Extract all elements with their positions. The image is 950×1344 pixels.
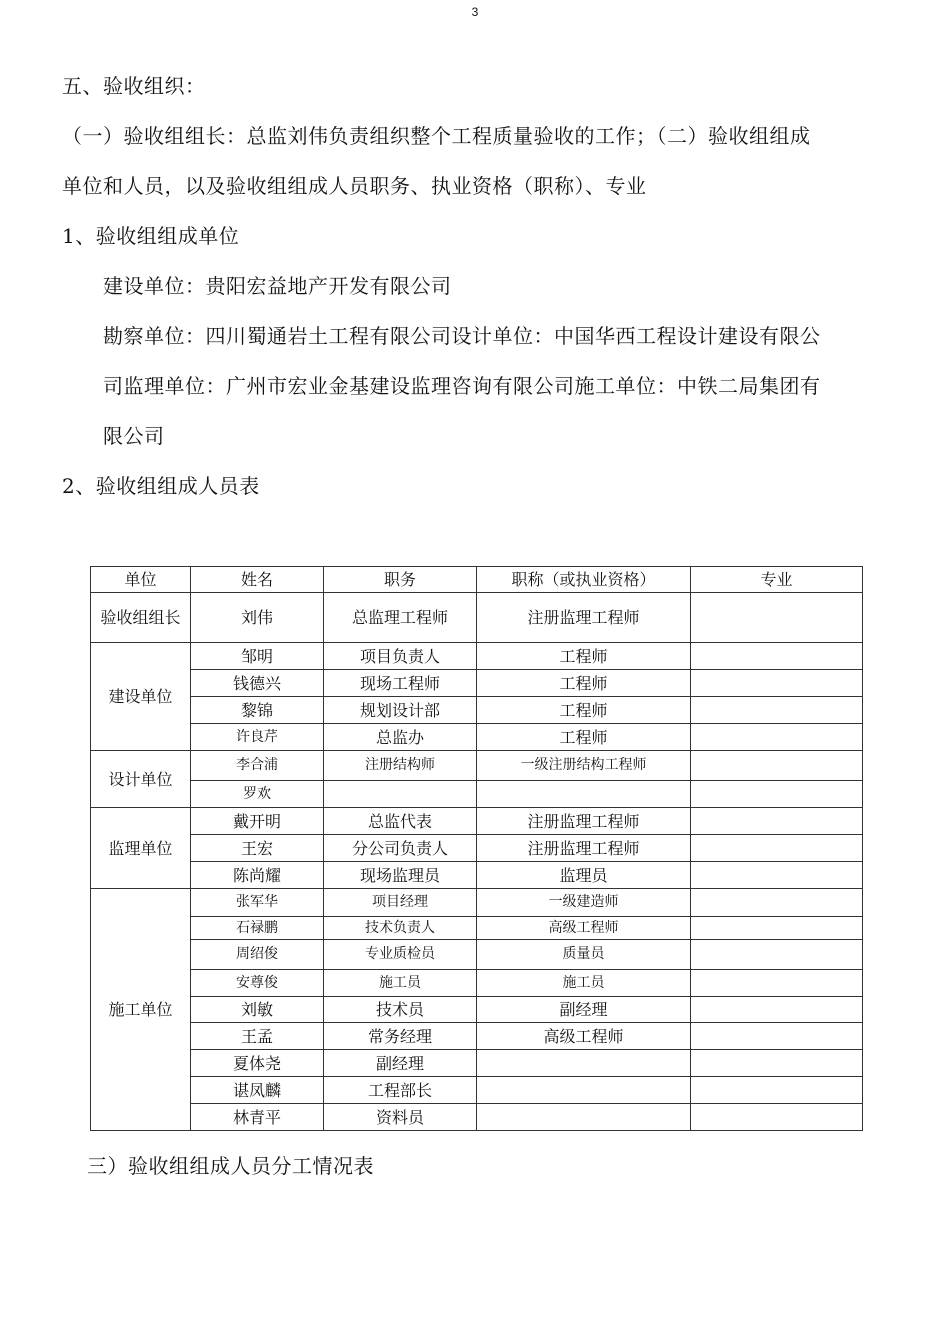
title-cell	[477, 1050, 691, 1077]
title-cell: 一级建造师	[477, 889, 691, 917]
name-cell: 安尊俊	[191, 970, 324, 997]
major-cell	[691, 593, 863, 643]
header-cell: 姓名	[191, 567, 324, 593]
table-row	[91, 643, 863, 670]
page-number: 3	[471, 5, 479, 19]
name-cell: 周绍俊	[191, 940, 324, 970]
name-cell: 刘敏	[191, 997, 324, 1023]
units-line: 勘察单位：四川蜀通岩土工程有限公司设计单位：中国华西工程设计建设有限公	[103, 324, 821, 348]
members-table	[90, 566, 863, 1131]
title-cell: 施工员	[477, 970, 691, 997]
title-cell: 副经理	[477, 997, 691, 1023]
units-line: 限公司	[103, 424, 165, 448]
title-cell: 工程师	[477, 724, 691, 751]
table-row	[91, 1077, 863, 1104]
name-cell: 黎锦	[191, 697, 324, 724]
table-row	[91, 781, 863, 808]
role-cell: 注册结构师	[324, 751, 477, 781]
unit-construction-line: 建设单位：贵阳宏益地产开发有限公司	[103, 274, 452, 298]
table-row	[91, 862, 863, 889]
name-cell: 王孟	[191, 1023, 324, 1050]
major-cell	[691, 1077, 863, 1104]
major-cell	[691, 835, 863, 862]
unit-cell: 建设单位	[91, 643, 191, 751]
role-cell: 常务经理	[324, 1023, 477, 1050]
major-cell	[691, 697, 863, 724]
title-cell: 高级工程师	[477, 917, 691, 940]
name-cell: 王宏	[191, 835, 324, 862]
table-row	[91, 697, 863, 724]
table-row	[91, 724, 863, 751]
table-row	[91, 835, 863, 862]
table-row	[91, 889, 863, 917]
header-cell: 职称（或执业资格）	[477, 567, 691, 593]
table-row	[91, 751, 863, 781]
major-cell	[691, 889, 863, 917]
role-cell: 专业质检员	[324, 940, 477, 970]
role-cell: 施工员	[324, 970, 477, 997]
role-cell: 总监办	[324, 724, 477, 751]
name-cell: 李合浦	[191, 751, 324, 781]
major-cell	[691, 724, 863, 751]
major-cell	[691, 1023, 863, 1050]
title-cell: 高级工程师	[477, 1023, 691, 1050]
name-cell: 谌凤麟	[191, 1077, 324, 1104]
table-header-row	[91, 567, 863, 593]
role-cell: 项目经理	[324, 889, 477, 917]
name-cell: 邹明	[191, 643, 324, 670]
table-row	[91, 997, 863, 1023]
subsection-heading: 1、验收组组成单位	[62, 224, 240, 248]
major-cell	[691, 1104, 863, 1131]
name-cell: 许良芹	[191, 724, 324, 751]
name-cell: 刘伟	[191, 593, 324, 643]
section-heading: 五、验收组织：	[62, 74, 206, 98]
header-cell: 单位	[91, 567, 191, 593]
name-cell: 石禄鹏	[191, 917, 324, 940]
unit-cell: 设计单位	[91, 751, 191, 808]
paragraph-line: 单位和人员，以及验收组组成人员职务、执业资格（职称）、专业	[62, 174, 647, 198]
header-cell: 专业	[691, 567, 863, 593]
header-cell: 职务	[324, 567, 477, 593]
title-cell: 一级注册结构工程师	[477, 751, 691, 781]
major-cell	[691, 781, 863, 808]
table-row	[91, 593, 863, 643]
role-cell: 规划设计部	[324, 697, 477, 724]
table-row	[91, 808, 863, 835]
table-row	[91, 1023, 863, 1050]
role-cell: 工程部长	[324, 1077, 477, 1104]
major-cell	[691, 940, 863, 970]
major-cell	[691, 808, 863, 835]
role-cell: 技术负责人	[324, 917, 477, 940]
subsection-heading: 2、验收组组成人员表	[62, 474, 260, 498]
table-row	[91, 1104, 863, 1131]
role-cell: 技术员	[324, 997, 477, 1023]
title-cell: 注册监理工程师	[477, 593, 691, 643]
unit-cell: 监理单位	[91, 808, 191, 889]
name-cell: 夏体尧	[191, 1050, 324, 1077]
role-cell: 总监理工程师	[324, 593, 477, 643]
major-cell	[691, 670, 863, 697]
title-cell: 工程师	[477, 697, 691, 724]
table-row	[91, 940, 863, 970]
subsection-heading: 三）验收组组成人员分工情况表	[87, 1154, 374, 1178]
major-cell	[691, 917, 863, 940]
unit-cell: 施工单位	[91, 889, 191, 1131]
title-cell: 工程师	[477, 643, 691, 670]
major-cell	[691, 643, 863, 670]
table-row	[91, 917, 863, 940]
role-cell: 项目负责人	[324, 643, 477, 670]
unit-cell: 验收组组长	[91, 593, 191, 643]
major-cell	[691, 862, 863, 889]
role-cell: 资料员	[324, 1104, 477, 1131]
role-cell	[324, 781, 477, 808]
major-cell	[691, 970, 863, 997]
table-row	[91, 1050, 863, 1077]
title-cell: 监理员	[477, 862, 691, 889]
role-cell: 总监代表	[324, 808, 477, 835]
table-row	[91, 670, 863, 697]
title-cell: 注册监理工程师	[477, 808, 691, 835]
major-cell	[691, 1050, 863, 1077]
role-cell: 现场工程师	[324, 670, 477, 697]
title-cell: 注册监理工程师	[477, 835, 691, 862]
paragraph-line: （一）验收组组长：总监刘伟负责组织整个工程质量验收的工作；（二）验收组组成	[62, 124, 811, 148]
major-cell	[691, 997, 863, 1023]
role-cell: 分公司负责人	[324, 835, 477, 862]
name-cell: 钱德兴	[191, 670, 324, 697]
title-cell: 质量员	[477, 940, 691, 970]
table-row	[91, 970, 863, 997]
name-cell: 张军华	[191, 889, 324, 917]
units-line: 司监理单位：广州市宏业金基建设监理咨询有限公司施工单位：中铁二局集团有	[103, 374, 821, 398]
name-cell: 戴开明	[191, 808, 324, 835]
title-cell: 工程师	[477, 670, 691, 697]
role-cell: 现场监理员	[324, 862, 477, 889]
name-cell: 林青平	[191, 1104, 324, 1131]
name-cell: 陈尚耀	[191, 862, 324, 889]
title-cell	[477, 781, 691, 808]
role-cell: 副经理	[324, 1050, 477, 1077]
major-cell	[691, 751, 863, 781]
name-cell: 罗欢	[191, 781, 324, 808]
title-cell	[477, 1077, 691, 1104]
title-cell	[477, 1104, 691, 1131]
